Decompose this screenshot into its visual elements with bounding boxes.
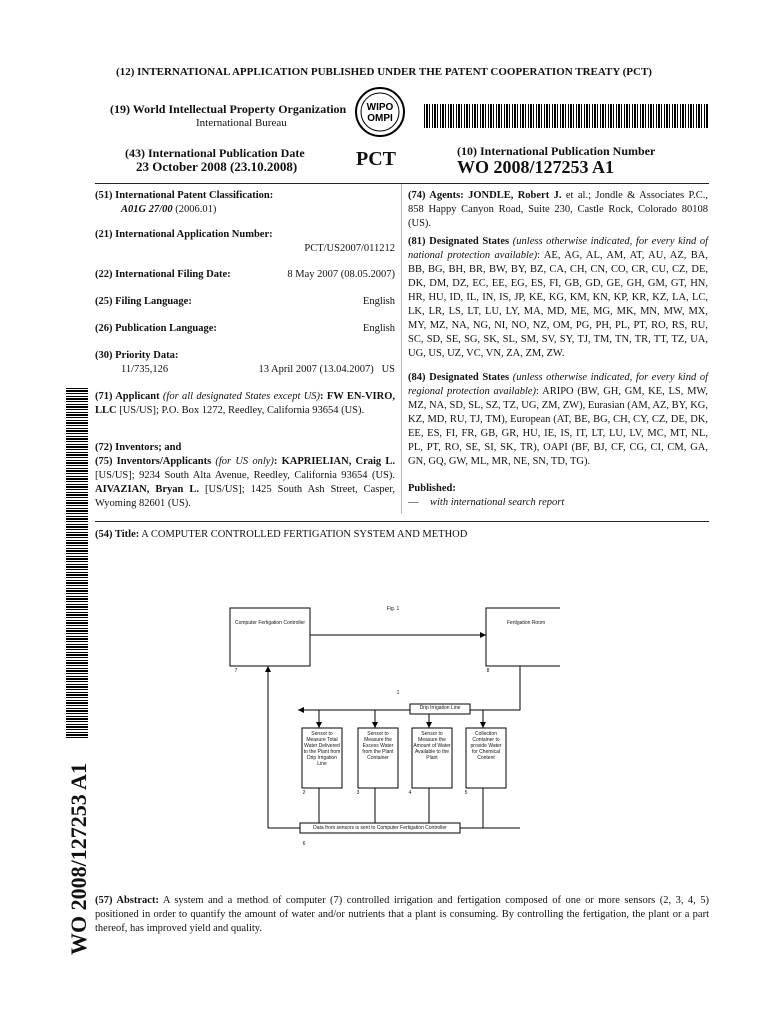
fertigation-room-box: Fertigation Room <box>506 620 546 626</box>
ref-3: 3 <box>356 790 360 796</box>
wipo-logo <box>354 86 406 138</box>
field-51-label: (51) International Patent Classification: <box>95 190 274 201</box>
field-71-label: (71) Applicant <box>95 391 160 402</box>
pub-date-value: 23 October 2008 (23.10.2008) <box>136 159 298 174</box>
field-30-label: (30) Priority Data: <box>95 350 179 361</box>
ref-5: 5 <box>464 790 468 796</box>
field-81-scope: (unless otherwise indicated, for every kind of national protection available) <box>408 236 709 261</box>
pub-date-label: (43) International Publication Date <box>125 146 305 160</box>
ref-7: 7 <box>234 668 238 674</box>
side-pub-number: WO 2008/127253 A1 <box>66 763 91 955</box>
application-number: PCT/US2007/011212 <box>304 243 395 254</box>
field-22 <box>95 268 395 282</box>
field-71 <box>95 390 395 418</box>
field-84-label: (84) Designated States <box>408 372 510 383</box>
field-26 <box>95 322 395 336</box>
field-74 <box>408 189 708 231</box>
field-71-scope: (for all designated States except US) <box>162 391 321 402</box>
pub-number-value: WO 2008/127253 A1 <box>457 157 615 177</box>
field-72-label: (72) Inventors; and <box>95 442 182 453</box>
ref-8: 8 <box>486 668 490 674</box>
field-22-label: (22) International Filing Date: <box>95 269 231 280</box>
fig-caption: Fig. 1 <box>386 606 400 612</box>
field-26-label: (26) Publication Language: <box>95 323 217 334</box>
priority-number: 11/735,126 <box>121 364 169 375</box>
abstract <box>95 894 709 936</box>
filing-date: 8 May 2007 (08.05.2007) <box>287 269 395 280</box>
filing-language: English <box>362 296 395 307</box>
controller-box: Computer Fertigation Controller <box>234 620 306 626</box>
title-line <box>95 528 709 542</box>
sensor-total-water: Sensor to Measure Total Water Delivered to the Plant from Drip Irrigation Line <box>303 731 341 767</box>
field-21 <box>95 228 395 256</box>
field-81-label: (81) Designated States <box>408 236 510 247</box>
top-barcode <box>424 104 708 128</box>
inventor-1-name: : KAPRIELIAN, Craig L. <box>273 456 395 467</box>
ref-1: 1 <box>396 690 400 696</box>
ref-6: 6 <box>302 841 306 847</box>
pct-label: PCT <box>356 148 396 170</box>
ipc-year: (2006.01) <box>175 204 217 215</box>
ref-2: 2 <box>302 790 306 796</box>
published-item: with international search report <box>430 497 565 508</box>
title-rule <box>95 521 709 522</box>
field-81 <box>408 235 708 361</box>
publication-language: English <box>362 323 395 334</box>
drip-line-label: Drip Irrigation Line <box>419 705 461 711</box>
pub-number-label: (10) International Publication Number <box>457 144 656 158</box>
field-51 <box>95 189 395 217</box>
header-rule <box>95 183 709 184</box>
column-divider <box>401 184 402 514</box>
data-line-label: Data from sensors is sent to Computer Fertigation Controller <box>313 825 447 831</box>
field-74-label: (74) Agents: JONDLE, Robert J. <box>408 190 562 201</box>
priority-country: US <box>381 364 395 375</box>
field-75 <box>95 455 395 511</box>
field-72 <box>95 441 395 455</box>
field-25 <box>95 295 395 309</box>
ref-4: 4 <box>408 790 412 796</box>
published-block: Published: — with international search report <box>408 482 708 510</box>
sensor-available-water: Sensor to Measure the Amount of Water Available to the Plant <box>413 731 451 761</box>
figure-lines <box>220 598 560 853</box>
org-name: (19) World Intellectual Property Organization <box>110 102 347 116</box>
sensor-excess-water: Sensor to Measure the Excess Water from the Plant Container <box>362 731 394 761</box>
inventor-1-address: [US/US]; 9234 South Alta Avenue, Reedley, California 93654 (US). <box>95 470 395 481</box>
figure-1 <box>220 598 560 853</box>
org-bureau: International Bureau <box>196 117 287 129</box>
applicant-name: : FW EN-VIRO, LLC <box>95 391 396 416</box>
inventor-2-name: AIVAZIAN, Bryan L. <box>95 484 199 495</box>
field-75-scope: (for US only) <box>215 456 274 467</box>
published-label: Published: <box>408 483 456 494</box>
agents-detail: et al.; Jondle & Associates P.C., 858 Happy Canyon Road, Suite 230, Castle Rock, Colorado 80108 (US). <box>408 190 709 229</box>
svg-text:OMPI: OMPI <box>367 113 393 124</box>
side-barcode <box>66 388 88 738</box>
collection-container: Collection Container to provide Water for Chemical Content <box>470 731 502 761</box>
field-84 <box>408 371 708 469</box>
inventor-2-address: [US/US]; 1425 South Ash Street, Casper, Wyoming 82601 (US). <box>95 484 395 509</box>
treaty-header: (12) INTERNATIONAL APPLICATION PUBLISHED UNDER THE PATENT COOPERATION TREATY (PCT) <box>116 66 652 78</box>
field-75-label: (75) Inventors/Applicants <box>95 456 212 467</box>
regional-states: : ARIPO (BW, GH, GM, KE, LS, MW, MZ, NA, SD, SL, SZ, TZ, UG, ZM, ZW), Eurasian (AM, AZ, BY, KG, KZ, MD, RU, TJ, TM), European (AT, BE, BG, CH, CY, CZ, DE, DK, EE, ES, FI, FR, GB, GR, HU, IE, IS, IT, LT, LU, LV, MC, MT, NL, PL, PT, RO, SE, SI, SK, TR), OAPI (BF, BJ, CF, CG, CI, CM, GA, GN, GQ, GW, ML, MR, NE, SN, TD, TG). <box>408 386 708 467</box>
applicant-address: [US/US]; P.O. Box 1272, Reedley, California 93654 (US). <box>119 405 365 416</box>
svg-text:WIPO: WIPO <box>366 102 394 113</box>
field-30 <box>95 349 395 377</box>
national-states: : AE, AG, AL, AM, AT, AU, AZ, BA, BB, BG, BH, BR, BW, BY, BZ, CA, CH, CN, CO, CR, CU, CZ, DE, DK, DM, DZ, EC, EE, EG, ES, FI, GB, GD, GE, GH, GM, GT, HN, HR, HU, ID, IL, IN, IS, JP, KE, KG, KM, KN, KP, KR, KZ, LA, LC, LK, LR, LS, LT, LU, LY, MA, MD, ME, MG, MK, MN, MW, MX, MY, MZ, NA, NG, NI, NO, NZ, OM, PG, PH, PL, PT, RO, RS, RU, SC, SD, SE, SG, SK, SL, SM, SV, SY, TJ, TM, TN, TR, TT, TZ, UA, UG, US, UZ, VC, VN, ZA, ZM, ZW. <box>408 250 708 359</box>
title-label: (54) Title: <box>95 529 140 540</box>
field-84-scope: (unless otherwise indicated, for every kind of regional protection available) <box>408 372 709 397</box>
title-text: A COMPUTER CONTROLLED FERTIGATION SYSTEM AND METHOD <box>141 529 468 540</box>
abstract-label: (57) Abstract: <box>95 895 159 906</box>
ipc-code: A01G 27/00 <box>121 204 173 215</box>
field-21-label: (21) International Application Number: <box>95 229 273 240</box>
priority-date: 13 April 2007 (13.04.2007) <box>258 364 374 375</box>
field-25-label: (25) Filing Language: <box>95 296 192 307</box>
abstract-text: A system and a method of computer (7) controlled irrigation and fertigation composed of one or more sensors (2, 3, 4, 5) positioned in order to quantify the amount of water and/or nutrients that a plant is consuming. By controlling the fertigation, the plant or a part thereof, has improved yield and quality. <box>95 895 710 934</box>
